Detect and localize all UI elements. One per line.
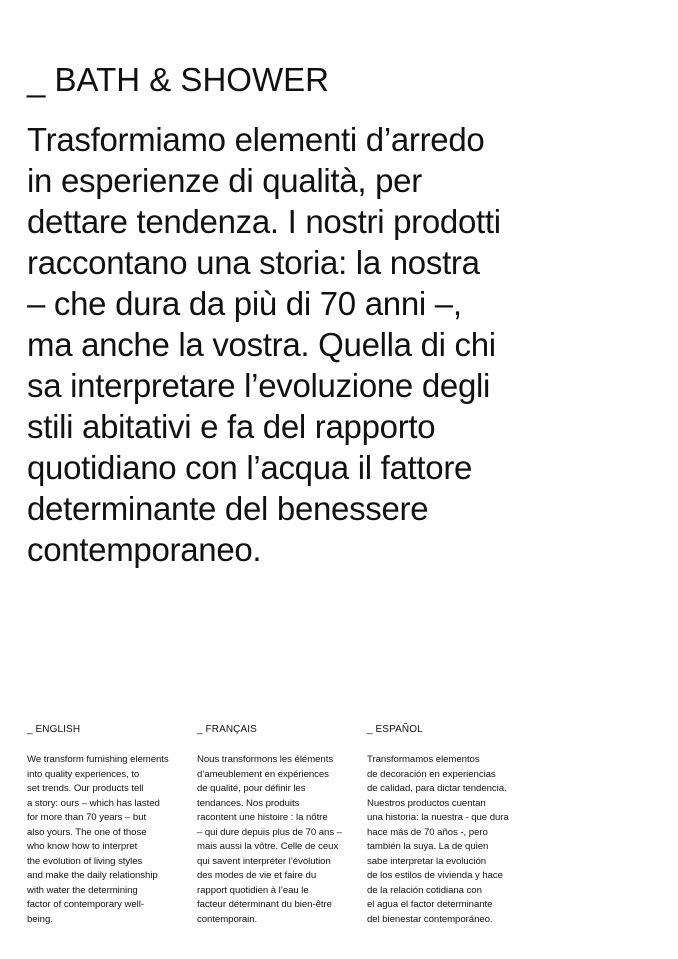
spanish-line: de los estilos de vivienda y hace	[367, 870, 503, 881]
spanish-line: hace más de 70 años -, pero	[367, 826, 488, 838]
spanish-column	[367, 723, 527, 927]
french-column	[197, 723, 357, 927]
hero-line: – che dura da più di 70 anni –,	[27, 285, 462, 322]
hero-line: stili abitativi e fa del rapporto	[27, 408, 436, 445]
hero-line: sa interpretare l’evoluzione degli	[27, 367, 491, 404]
english-line: who know how to interpret	[27, 841, 138, 852]
english-line: a story: ours – which has lasted	[27, 797, 160, 809]
french-line: facteur déterminant du bien-être	[197, 899, 332, 910]
spanish-line: de la relación cotidiana con	[367, 884, 482, 896]
spanish-line: del bienestar contemporáneo.	[367, 913, 493, 925]
spanish-heading: _ ESPAÑOL	[367, 724, 423, 735]
hero-line: raccontano una storia: la nostra	[27, 244, 480, 281]
french-line: racontent une histoire : la nôtre	[197, 812, 328, 823]
hero-line: quotidiano con l’acqua il fattore	[27, 449, 473, 486]
french-line: mais aussi la vôtre. Celle de ceux	[197, 841, 339, 852]
french-line: des modes de vie et faire du	[197, 870, 317, 881]
english-heading: _ ENGLISH	[27, 724, 81, 735]
hero-line: ma anche la vostra. Quella di chi	[27, 326, 496, 363]
english-line: with water the determining	[27, 884, 138, 896]
spanish-text	[367, 753, 527, 927]
english-line: and make the daily relationship	[27, 870, 158, 881]
english-line: set trends. Our products tell	[27, 783, 144, 794]
spanish-line: también la suya. La de quien	[367, 841, 489, 852]
english-line: being.	[27, 913, 53, 925]
hero-line: determinante del benessere	[27, 490, 429, 527]
spanish-line: de calidad, para dictar tendencia.	[367, 783, 507, 794]
french-heading: _ FRANÇAIS	[197, 724, 257, 735]
french-line: qui savent interpréter l’évolution	[197, 855, 331, 867]
hero-line: contemporaneo.	[27, 531, 262, 568]
french-line: rapport quotidien à l’eau le	[197, 884, 309, 896]
spanish-line: una historia: la nuestra - que dura	[367, 812, 509, 823]
english-column	[27, 723, 187, 927]
spanish-line: Nuestros productos cuentan	[367, 797, 486, 809]
hero-line: dettare tendenza. I nostri prodotti	[27, 203, 501, 240]
french-line: d’ameublement en expériences	[197, 768, 329, 780]
hero-paragraph-italian	[27, 119, 647, 570]
french-line: contemporain.	[197, 913, 258, 925]
english-line: factor of contemporary well-	[27, 899, 144, 910]
english-text	[27, 753, 187, 927]
english-line: the evolution of living styles	[27, 855, 143, 867]
english-line: also yours. The one of those	[27, 826, 147, 838]
spanish-line: Transformamos elementos	[367, 754, 480, 765]
french-text	[197, 753, 357, 927]
french-line: de qualité, pour définir les	[197, 783, 306, 794]
english-line: for more than 70 years – but	[27, 812, 147, 823]
spanish-line: el agua el factor determinante	[367, 899, 493, 910]
spanish-line: sabe interpretar la evolución	[367, 855, 487, 867]
english-line: We transform furnishing elements	[27, 754, 169, 765]
french-line: – qui dure depuis plus de 70 ans –	[197, 826, 342, 838]
hero-line: Trasformiamo elementi d’arredo	[27, 121, 485, 158]
hero-line: in esperienze di qualità, per	[27, 162, 422, 199]
french-line: Nous transformons les éléments	[197, 754, 334, 765]
section-title: _ BATH & SHOWER	[27, 61, 329, 99]
english-line: into quality experiences, to	[27, 768, 140, 780]
spanish-line: de decoración en experiencias	[367, 768, 496, 780]
french-line: tendances. Nos produits	[197, 797, 300, 809]
